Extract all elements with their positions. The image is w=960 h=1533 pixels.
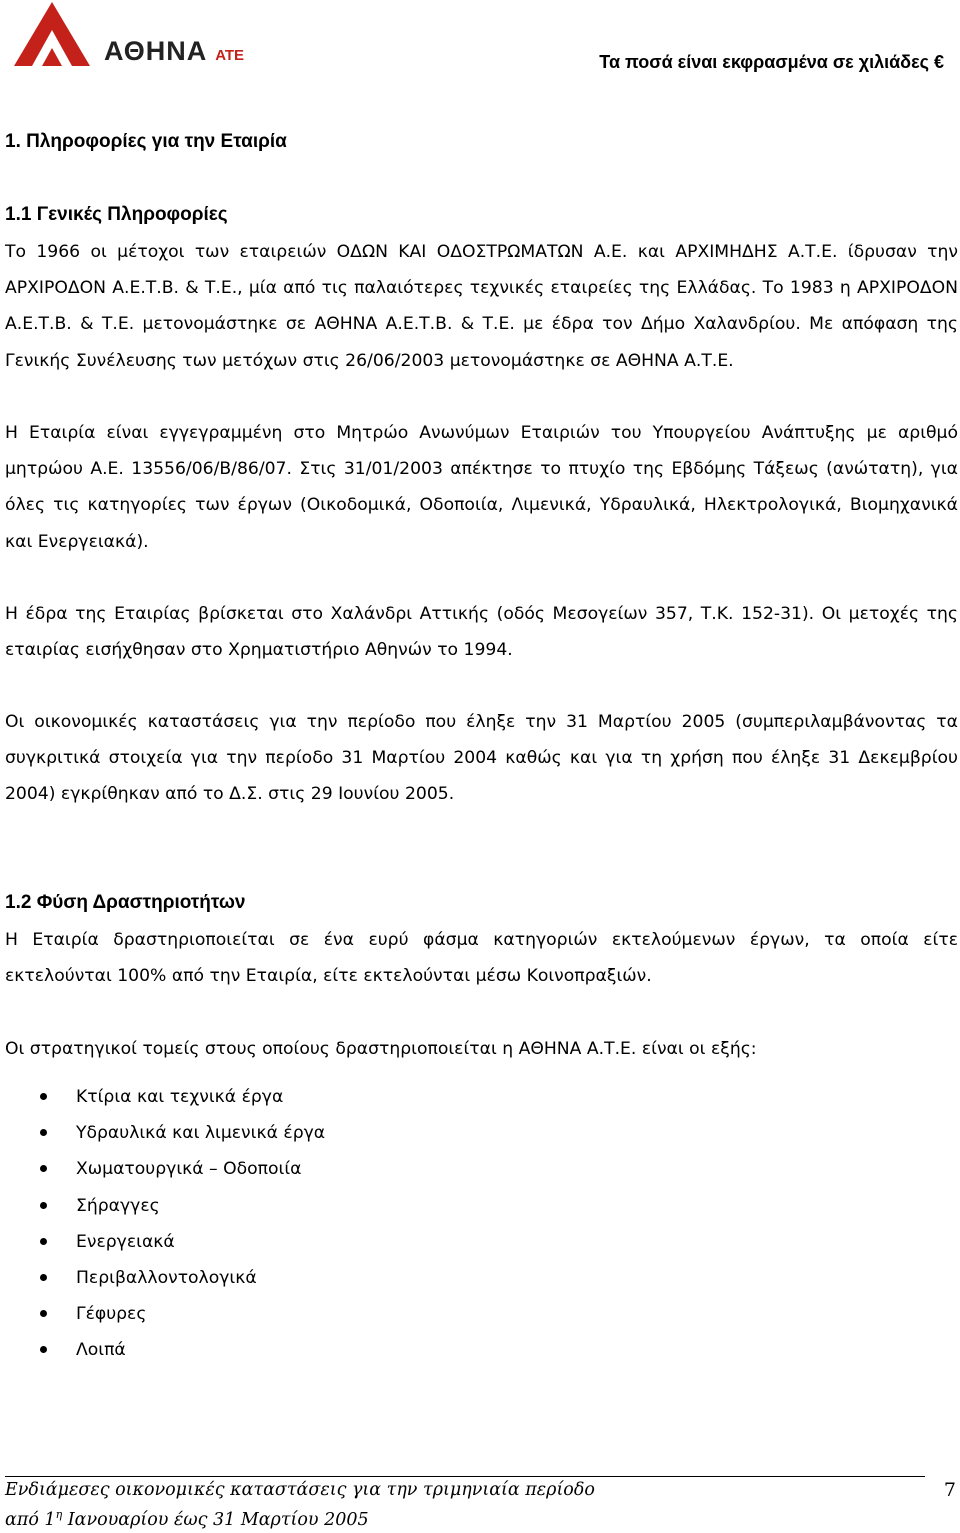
list-item xyxy=(0,1224,325,1260)
list-item-label: Κτίρια και τεχνικά έργα xyxy=(76,1087,284,1107)
list-item-label: Σήραγγες xyxy=(76,1195,160,1216)
list-item xyxy=(0,1079,325,1115)
list-item xyxy=(0,1151,325,1187)
paragraph-activities: Η Εταιρία δραστηριοποιείται σε ένα ευρύ φάσμα κατηγοριών εκτελούμενων έργων, τα οποία είτε εκτελούνται 100% από την Εταιρία, είτε εκτελούνται μέσω Κοινοπραξιών. xyxy=(5,930,958,987)
bullet-icon xyxy=(40,1310,47,1317)
list-item xyxy=(0,1115,325,1151)
logo-text: ΑΘΗΝΑ xyxy=(104,36,208,66)
list-item-label: Γέφυρες xyxy=(76,1304,147,1325)
list-item xyxy=(0,1188,325,1224)
list-item xyxy=(0,1296,325,1332)
currency-note: Τα ποσά είναι εκφρασμένα σε χιλιάδες € xyxy=(599,52,944,72)
footer-divider xyxy=(5,1476,925,1477)
bullet-icon xyxy=(40,1238,47,1245)
list-item-label: Υδραυλικά και λιμενικά έργα xyxy=(76,1123,326,1144)
bullet-icon xyxy=(40,1165,47,1172)
list-item-label: Ενεργειακά xyxy=(76,1231,175,1252)
company-logo xyxy=(12,0,252,70)
paragraph-registration: Η Εταιρία είναι εγγεγραμμένη στο Μητρώο Ανωνύμων Εταιριών του Υπουργείου Ανάπτυξης με αριθμό μητρώου Α.Ε. 13556/06/Β/86/07. Στις 31/01/2003 απέκτησε το πτυχίο της Εβδόμης Τάξεως (ανώτατη), για όλες τις κατηγορίες των έργων (Οικοδομικά, Οδοποιία, Λιμενικά, Υδραυλικά, Ηλεκτρολογικά, Βιομηχανικά και Ενεργειακά). xyxy=(5,423,958,552)
list-item-label: Λοιπά xyxy=(76,1340,126,1361)
paragraph-headquarters: Η έδρα της Εταιρίας βρίσκεται στο Χαλάνδρι Αττικής (οδός Μεσογείων 357, Τ.Κ. 152-31). Οι μετοχές της εταιρίας εισήχθησαν στο Χρηματιστήριο Αθηνών το 1994. xyxy=(5,604,958,661)
footer-period: από $1^\eta$ Ιανουαρίου έως 31 Μαρτίου 2005 xyxy=(5,1508,369,1530)
list-item xyxy=(0,1332,325,1368)
section-1-title: 1. Πληροφορίες για την Εταιρία xyxy=(5,131,287,152)
bullet-icon xyxy=(40,1202,47,1209)
bullet-icon xyxy=(40,1129,47,1136)
sectors-list xyxy=(0,1079,325,1369)
logo-subtext: ΑΤΕ xyxy=(215,47,245,64)
page-number: 7 xyxy=(943,1479,956,1501)
footer-title: Ενδιάμεσες οικονομικές καταστάσεις για την τριμηνιαία περίοδο xyxy=(5,1480,595,1500)
section-1-1-title: 1.1 Γενικές Πληροφορίες xyxy=(5,204,228,225)
paragraph-approval: Οι οικονομικές καταστάσεις για την περίοδο που έληξε την 31 Μαρτίου 2005 (συμπεριλαμβάνοντας τα συγκριτικά στοιχεία για την περίοδο 31 Μαρτίου 2004 καθώς και για τη χρήση που έληξε 31 Δεκεμβρίου 2004) εγκρίθηκαν από το Δ.Σ. στις 29 Ιουνίου 2005. xyxy=(5,712,958,805)
paragraph-strategic-sectors: Οι στρατηγικοί τομείς στους οποίους δραστηριοποιείται η ΑΘΗΝΑ Α.Τ.Ε. είναι οι εξής: xyxy=(5,1039,757,1059)
list-item xyxy=(0,1260,325,1296)
section-1-2-title: 1.2 Φύση Δραστηριοτήτων xyxy=(5,892,246,913)
bullet-icon xyxy=(40,1274,47,1281)
list-item-label: Περιβαλλοντολογικά xyxy=(76,1267,257,1288)
logo-triangle-icon xyxy=(12,0,102,70)
paragraph-history: Το 1966 οι μέτοχοι των εταιρειών ΟΔΩΝ ΚΑΙ ΟΔΟΣΤΡΩΜΑΤΩΝ Α.Ε. και ΑΡΧΙΜΗΔΗΣ Α.Τ.Ε. ίδρυσαν την ΑΡΧΙΡΟΔΟΝ Α.Ε.Τ.Β. & Τ.Ε., μία από τις παλαιότερες τεχνικές εταιρείες της Ελλάδας. Το 1983 η ΑΡΧΙΡΟΔΟΝ Α.Ε.Τ.Β. & Τ.Ε. μετονομάστηκε σε ΑΘΗΝΑ Α.Ε.Τ.Β. & Τ.Ε. με έδρα τον Δήμο Χαλανδρίου. Με απόφαση της Γενικής Συνέλευσης των μετόχων στις 26/06/2003 μετονομάστηκε σε ΑΘΗΝΑ Α.Τ.Ε. xyxy=(5,242,958,371)
bullet-icon xyxy=(40,1346,47,1353)
list-item-label: Χωματουργικά – Οδοποιία xyxy=(76,1159,302,1180)
bullet-icon xyxy=(40,1093,47,1100)
